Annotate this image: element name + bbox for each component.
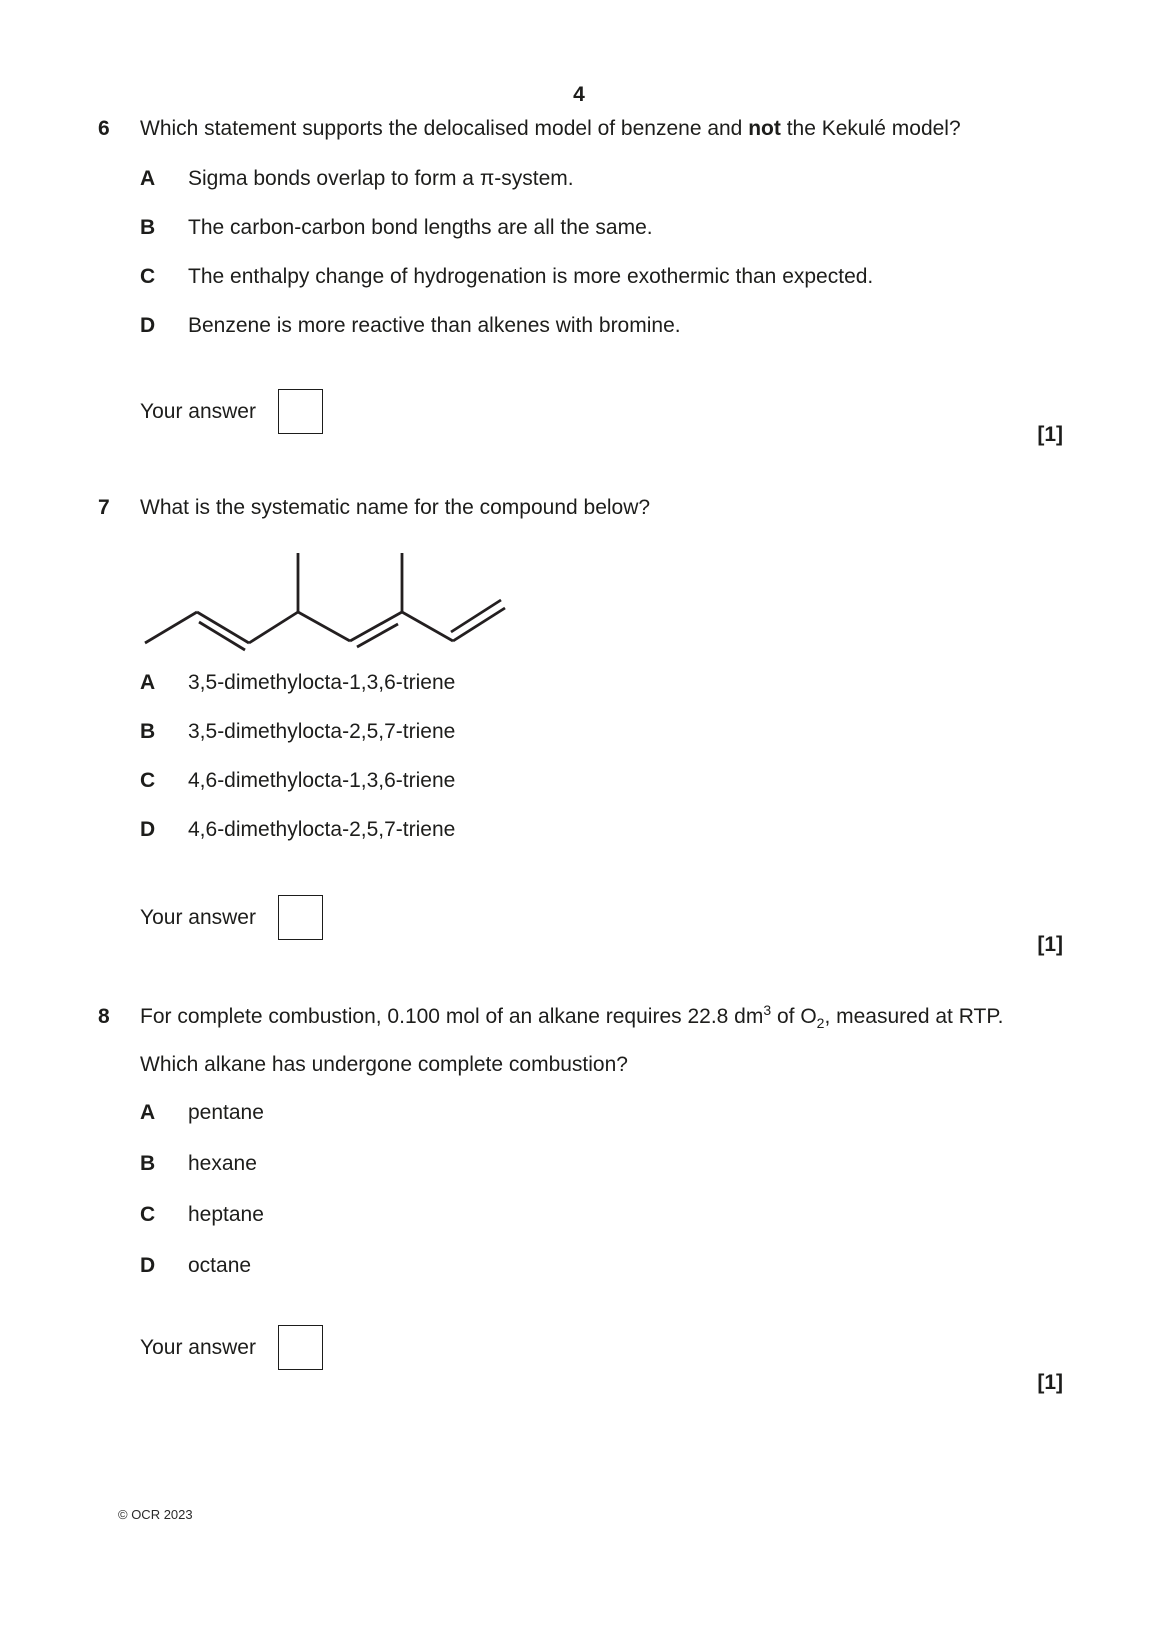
option-letter: B [140, 720, 156, 743]
question-7 [98, 495, 1063, 958]
mark-badge: [1] [1037, 1371, 1063, 1394]
stem-text: , measured at RTP. [824, 1005, 1004, 1028]
option-letter: C [140, 265, 156, 288]
option-text: 4,6-dimethylocta-2,5,7-triene [188, 818, 456, 841]
option-row [140, 1253, 1063, 1279]
option-row [140, 166, 1063, 192]
page-number: 4 [573, 83, 585, 106]
option-text: Benzene is more reactive than alkenes with bromine. [188, 314, 681, 337]
option-text: The enthalpy change of hydrogenation is more exothermic than expected. [188, 265, 874, 288]
option-row [140, 313, 1063, 339]
option-row [140, 719, 1063, 745]
option-text: hexane [188, 1152, 257, 1175]
subscript: 2 [816, 1015, 825, 1032]
stem-text: of O [771, 1005, 817, 1028]
option-letter: B [140, 1152, 156, 1175]
option-row [140, 1202, 1063, 1228]
option-letter: A [140, 1101, 156, 1124]
option-letter: A [140, 671, 156, 694]
option-letter: D [140, 314, 156, 337]
question-8 [98, 1004, 1063, 1396]
stem-text: For complete combustion, 0.100 mol of an alkane requires 22.8 dm [140, 1005, 764, 1028]
your-answer-label: Your answer [140, 399, 256, 423]
question-8-stem-line2: Which alkane has undergone complete combustion? [140, 1053, 628, 1076]
question-6-stem-before: Which statement supports the delocalised model of benzene and [140, 117, 749, 140]
option-text: pentane [188, 1101, 264, 1124]
question-6-stem-bold: not [748, 117, 781, 140]
option-letter: C [140, 1203, 156, 1226]
copyright-footer: © OCR 2023 [118, 1507, 193, 1522]
question-8-number: 8 [98, 1005, 110, 1028]
your-answer-row [140, 1325, 1063, 1370]
option-row [140, 264, 1063, 290]
question-7-options [140, 670, 1063, 843]
option-letter: B [140, 216, 156, 239]
option-letter: D [140, 818, 156, 841]
question-8-options [140, 1100, 1063, 1279]
option-letter: A [140, 167, 156, 190]
your-answer-label: Your answer [140, 905, 256, 929]
question-6-stem-after: the Kekulé model? [780, 117, 961, 140]
question-6-stem [140, 116, 1063, 142]
question-6 [98, 116, 1063, 448]
option-row [140, 215, 1063, 241]
question-8-stem [140, 1004, 1063, 1030]
option-row [140, 670, 1063, 696]
question-7-number: 7 [98, 496, 110, 519]
your-answer-label: Your answer [140, 1335, 256, 1359]
option-letter: C [140, 769, 156, 792]
molecule-structure [140, 545, 1063, 657]
answer-box-q8[interactable] [278, 1325, 323, 1370]
answer-box-q7[interactable] [278, 895, 323, 940]
option-text: The carbon-carbon bond lengths are all the same. [188, 216, 653, 239]
option-row [140, 1151, 1063, 1177]
question-7-stem: What is the systematic name for the compound below? [140, 496, 651, 519]
option-text: 4,6-dimethylocta-1,3,6-triene [188, 769, 456, 792]
mark-badge: [1] [1037, 933, 1063, 956]
option-text: Sigma bonds overlap to form a π-system. [188, 167, 574, 190]
question-6-options [140, 166, 1063, 339]
option-row [140, 768, 1063, 794]
molecule-skeletal-diagram [140, 545, 520, 657]
option-row [140, 817, 1063, 843]
option-text: octane [188, 1254, 252, 1277]
option-text: 3,5-dimethylocta-1,3,6-triene [188, 671, 456, 694]
question-6-number: 6 [98, 117, 110, 140]
option-letter: D [140, 1254, 156, 1277]
mark-badge: [1] [1037, 423, 1063, 446]
answer-box-q6[interactable] [278, 389, 323, 434]
option-text: heptane [188, 1203, 264, 1226]
option-text: 3,5-dimethylocta-2,5,7-triene [188, 720, 456, 743]
superscript: 3 [763, 1002, 772, 1018]
option-row [140, 1100, 1063, 1126]
